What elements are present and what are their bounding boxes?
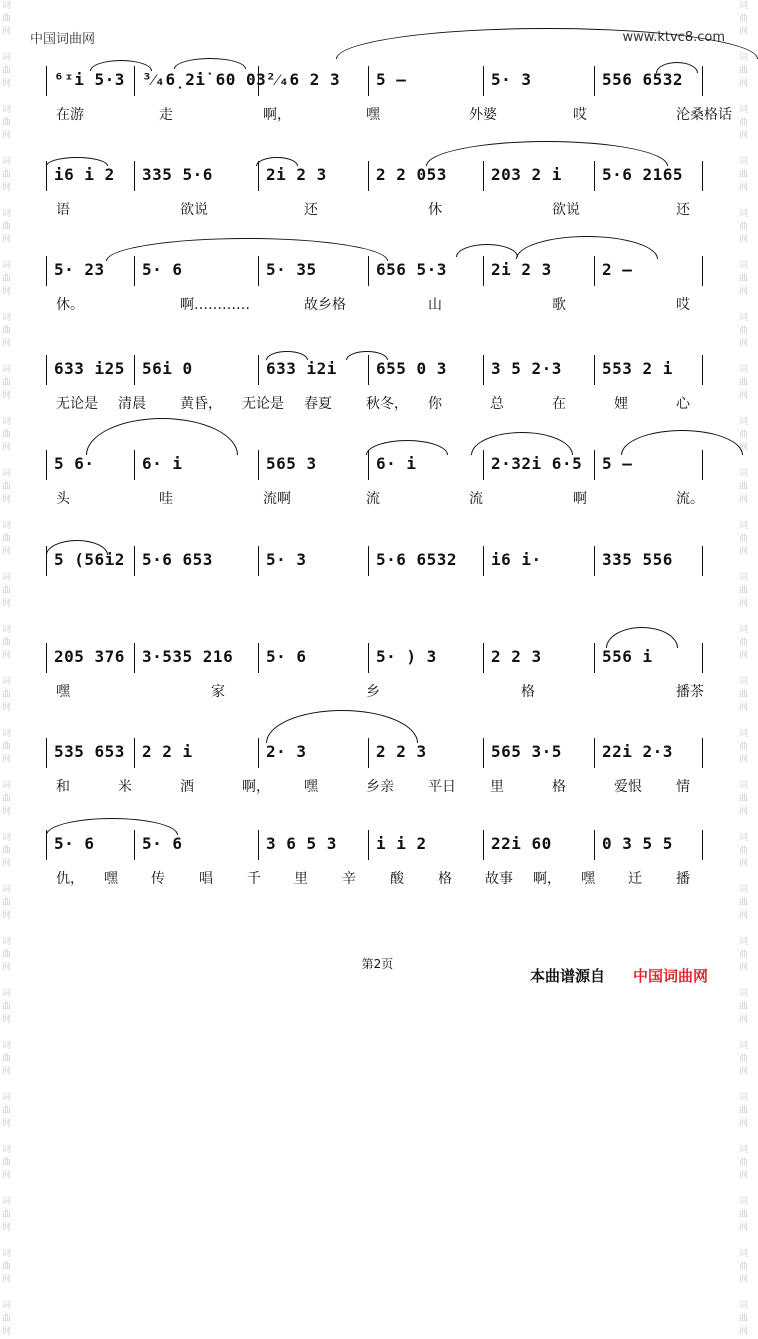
lyric-word: 米 — [118, 779, 132, 795]
lyric-word: 哎 — [676, 297, 690, 313]
slur-arc — [266, 351, 308, 360]
lyrics-line — [46, 868, 706, 888]
lyric-word: 传 — [151, 871, 165, 887]
lyric-word: 嘿 — [104, 871, 118, 887]
bar-line — [483, 643, 484, 673]
measure-notes: 5· 23 — [54, 260, 105, 279]
lyric-word: 嘿 — [304, 779, 318, 795]
lyrics-line — [46, 488, 706, 508]
measure-notes: 22i 2·3 — [602, 742, 673, 761]
lyric-word: 总 — [490, 396, 504, 412]
lyric-word: 休。 — [56, 297, 84, 313]
lyric-word: 清晨 — [118, 396, 146, 412]
measure-notes: 553 2 i — [602, 359, 673, 378]
measure-notes: 2 – — [602, 260, 633, 279]
lyric-word: 迁 — [628, 871, 642, 887]
bar-line — [46, 355, 47, 385]
measure-notes: 2 2 053 — [376, 165, 447, 184]
bar-line — [258, 643, 259, 673]
measure-notes: 633 i2i — [266, 359, 337, 378]
measure-notes: 556 6532 — [602, 70, 684, 89]
jianpu-notes-line — [46, 832, 706, 858]
bar-line — [46, 643, 47, 673]
measure-notes: 633 i25 — [54, 359, 125, 378]
site-url-right: www.ktvc8.com — [622, 30, 725, 45]
lyrics-line — [46, 393, 706, 413]
bar-line — [594, 738, 595, 768]
lyric-word: 唱 — [199, 871, 213, 887]
measure-notes: 2 2 i — [142, 742, 193, 761]
lyric-word: 外婆 — [469, 107, 497, 123]
lyric-word: 在 — [552, 396, 566, 412]
lyric-word: 黄昏， — [180, 396, 222, 412]
measure-notes: 3 6 5 3 — [266, 834, 337, 853]
lyric-word: 播 — [676, 871, 690, 887]
jianpu-notes-line — [46, 357, 706, 383]
lyric-word: 平日 — [428, 779, 456, 795]
bar-line — [46, 738, 47, 768]
watermark-left: 词 曲 网 词 曲 网 词 曲 网 词 曲 网 词 曲 网 词 曲 网 词 曲 网 词 曲 网 词 曲 网 词 曲 网 词 曲 网 词 曲 网 词 曲 网 词 曲 网 词 曲 网 词 曲 网 词 曲 网 词 曲 网 词 曲 网 词 曲 网 词 曲 网 词 曲 网 词 曲 网 词 曲 网 词 曲 网 词 曲 网 — [2, 1, 12, 1337]
bar-line — [134, 738, 135, 768]
lyric-word: 家 — [211, 684, 225, 700]
lyrics-line — [46, 681, 706, 701]
slur-arc — [86, 418, 238, 455]
measure-notes: 22i 60 — [491, 834, 552, 853]
jianpu-notes-line — [46, 258, 706, 284]
measure-notes: i6 i 2 — [54, 165, 115, 184]
jianpu-notes-line — [46, 548, 706, 574]
jianpu-notes-line — [46, 68, 706, 94]
lyric-word: 和 — [56, 779, 70, 795]
measure-notes: 5 6· — [54, 454, 95, 473]
slur-arc — [471, 432, 573, 455]
slur-arc — [266, 710, 418, 743]
slur-arc — [516, 236, 658, 259]
lyric-word: 娌 — [614, 396, 628, 412]
lyrics-line — [46, 294, 706, 314]
lyric-word: 啊， — [533, 871, 561, 887]
measure-notes: 655 0 3 — [376, 359, 447, 378]
slur-arc — [426, 141, 668, 166]
bar-line — [594, 643, 595, 673]
measure-notes: 565 3·5 — [491, 742, 562, 761]
lyric-word: 乡 — [366, 684, 380, 700]
lyric-word: 欲说 — [552, 202, 580, 218]
lyric-word: 播茶 — [676, 684, 704, 700]
lyric-word: 辛 — [342, 871, 356, 887]
lyric-word: 里 — [490, 779, 504, 795]
lyric-word: 酒 — [180, 779, 194, 795]
source-label: 本曲谱源自 — [530, 967, 606, 985]
bar-line — [702, 738, 703, 768]
bar-line — [258, 830, 259, 860]
measure-notes: 2· 3 — [266, 742, 307, 761]
bar-line — [46, 66, 47, 96]
lyric-word: 走 — [159, 107, 173, 123]
measure-notes: 2 2 3 — [491, 647, 542, 666]
measure-notes: 5 (56i2 — [54, 550, 125, 569]
lyric-word: 千 — [247, 871, 261, 887]
slur-arc — [621, 430, 743, 455]
lyric-word: 嘿 — [366, 107, 380, 123]
lyric-word: 流啊 — [263, 491, 291, 507]
jianpu-notes-line — [46, 452, 706, 478]
watermark-right: 词 曲 网 词 曲 网 词 曲 网 词 曲 网 词 曲 网 词 曲 网 词 曲 网 词 曲 网 词 曲 网 词 曲 网 词 曲 网 词 曲 网 词 曲 网 词 曲 网 词 曲 网 词 曲 网 词 曲 网 词 曲 网 词 曲 网 词 曲 网 词 曲 网 词 曲 网 词 曲 网 词 曲 网 词 曲 网 词 曲 网 — [739, 1, 749, 1337]
measure-notes: 5·6 2165 — [602, 165, 684, 184]
bar-line — [368, 830, 369, 860]
slur-arc — [46, 540, 108, 555]
bar-line — [483, 355, 484, 385]
measure-notes: 5· 6 — [54, 834, 95, 853]
lyric-word: 还 — [304, 202, 318, 218]
measure-notes: 5 – — [376, 70, 407, 89]
lyric-word: 还 — [676, 202, 690, 218]
slur-arc — [256, 157, 298, 166]
measure-notes: 5· 3 — [266, 550, 307, 569]
bar-line — [258, 546, 259, 576]
measure-notes: 56i 0 — [142, 359, 193, 378]
bar-line — [258, 738, 259, 768]
bar-line — [594, 355, 595, 385]
lyric-word: 啊， — [242, 779, 270, 795]
measure-notes: 0 3 5 5 — [602, 834, 673, 853]
bar-line — [134, 546, 135, 576]
bar-line — [483, 66, 484, 96]
measure-notes: 5·6 6532 — [376, 550, 458, 569]
bar-line — [702, 643, 703, 673]
bar-line — [368, 546, 369, 576]
lyric-word: 心 — [676, 396, 690, 412]
measure-notes: 5· 3 — [491, 70, 532, 89]
slur-arc — [346, 351, 388, 360]
lyric-word: 在游 — [56, 107, 84, 123]
page-number: 第2页 — [361, 957, 394, 971]
bar-line — [702, 256, 703, 286]
source-brand: 中国词曲网 — [633, 967, 709, 985]
measure-notes: 3 5 2·3 — [491, 359, 562, 378]
bar-line — [702, 66, 703, 96]
slur-arc — [456, 244, 518, 257]
lyric-word: 流 — [366, 491, 380, 507]
measure-notes: 5· ) 3 — [376, 647, 437, 666]
lyric-word: 头 — [56, 491, 70, 507]
measure-notes: 335 5·6 — [142, 165, 213, 184]
measure-notes: 5· 35 — [266, 260, 317, 279]
jianpu-notes-line — [46, 740, 706, 766]
bar-line — [46, 256, 47, 286]
measure-notes: i i 2 — [376, 834, 427, 853]
bar-line — [134, 161, 135, 191]
lyric-word: 无论是 — [56, 396, 98, 412]
slur-arc — [46, 157, 108, 166]
measure-notes: ²⁄₄6 2 3 — [266, 70, 341, 89]
lyrics-line — [46, 104, 732, 124]
slur-arc — [656, 62, 698, 73]
slur-arc — [606, 627, 678, 648]
measure-notes: 6· i — [142, 454, 183, 473]
measure-notes: 5· 6 — [142, 834, 183, 853]
lyric-word: 仇， — [56, 871, 84, 887]
lyric-word: 故事 — [485, 871, 513, 887]
measure-notes: 205 376 — [54, 647, 125, 666]
bar-line — [594, 546, 595, 576]
bar-line — [483, 738, 484, 768]
site-name-left: 中国词曲网 — [30, 32, 96, 47]
measure-notes: 656 5·3 — [376, 260, 447, 279]
lyric-word: 嘿 — [56, 684, 70, 700]
measure-notes: 565 3 — [266, 454, 317, 473]
bar-line — [483, 546, 484, 576]
slur-arc — [106, 238, 388, 261]
lyric-word: 乡亲 — [366, 779, 394, 795]
lyric-word: 沦桑格话 — [676, 107, 732, 123]
slur-arc — [90, 60, 152, 71]
measure-notes: 5 – — [602, 454, 633, 473]
lyric-word: 格 — [521, 684, 535, 700]
lyric-word: 里 — [294, 871, 308, 887]
lyric-word: 歌 — [552, 297, 566, 313]
bar-line — [702, 546, 703, 576]
lyrics-line — [46, 199, 706, 219]
measure-notes: i6 i· — [491, 550, 542, 569]
bar-line — [594, 450, 595, 480]
lyric-word: 你 — [428, 396, 442, 412]
bar-line — [134, 355, 135, 385]
lyric-word: 格 — [552, 779, 566, 795]
lyric-word: 哎 — [573, 107, 587, 123]
measure-notes: 2i 2 3 — [266, 165, 327, 184]
measure-notes: 5· 6 — [266, 647, 307, 666]
lyric-word: 山 — [428, 297, 442, 313]
lyric-word: 情 — [676, 779, 690, 795]
lyric-word: 欲说 — [180, 202, 208, 218]
bar-line — [483, 256, 484, 286]
lyric-word: 嘿 — [581, 871, 595, 887]
lyric-word: 啊………… — [180, 297, 250, 313]
bar-line — [594, 256, 595, 286]
lyric-word: 语 — [56, 202, 70, 218]
measure-notes: 2 2 3 — [376, 742, 427, 761]
bar-line — [702, 355, 703, 385]
bar-line — [594, 66, 595, 96]
measure-notes: ⁶ᶦi 5·3 — [54, 70, 125, 89]
bar-line — [702, 161, 703, 191]
measure-notes: 3·535 216 — [142, 647, 234, 666]
lyric-word: 爱恨 — [614, 779, 642, 795]
jianpu-notes-line — [46, 645, 706, 671]
measure-notes: 2·32i 6·5 — [491, 454, 583, 473]
measure-notes: 5· 6 — [142, 260, 183, 279]
bar-line — [258, 355, 259, 385]
lyrics-line — [46, 584, 706, 604]
measure-notes: ³⁄₄6̣2̇i̇ 60 03 — [142, 70, 267, 89]
lyric-word: 哇 — [159, 491, 173, 507]
measure-notes: 2i 2 3 — [491, 260, 552, 279]
measure-notes: 203 2 i — [491, 165, 562, 184]
measure-notes: 6· i — [376, 454, 417, 473]
lyric-word: 无论是 — [242, 396, 284, 412]
lyric-word: 啊， — [263, 107, 291, 123]
bar-line — [368, 643, 369, 673]
lyric-word: 春夏 — [304, 396, 332, 412]
bar-line — [702, 830, 703, 860]
bar-line — [594, 830, 595, 860]
slur-arc — [366, 440, 448, 455]
lyric-word: 故乡格 — [304, 297, 346, 313]
lyric-word: 酸 — [390, 871, 404, 887]
lyric-word: 流。 — [676, 491, 704, 507]
lyrics-line — [46, 776, 706, 796]
measure-notes: 535 653 — [54, 742, 125, 761]
slur-arc — [174, 58, 246, 69]
lyric-word: 秋冬， — [366, 396, 408, 412]
lyric-word: 流 — [469, 491, 483, 507]
bar-line — [483, 830, 484, 860]
lyric-word: 啊 — [573, 491, 587, 507]
measure-notes: 5·6 653 — [142, 550, 213, 569]
slur-arc — [46, 818, 178, 835]
bar-line — [368, 66, 369, 96]
bar-line — [134, 643, 135, 673]
measure-notes: 556 i — [602, 647, 653, 666]
measure-notes: 335 556 — [602, 550, 673, 569]
lyric-word: 格 — [438, 871, 452, 887]
jianpu-notes-line — [46, 163, 706, 189]
lyric-word: 休 — [428, 202, 442, 218]
bar-line — [46, 450, 47, 480]
bar-line — [368, 161, 369, 191]
bar-line — [258, 450, 259, 480]
